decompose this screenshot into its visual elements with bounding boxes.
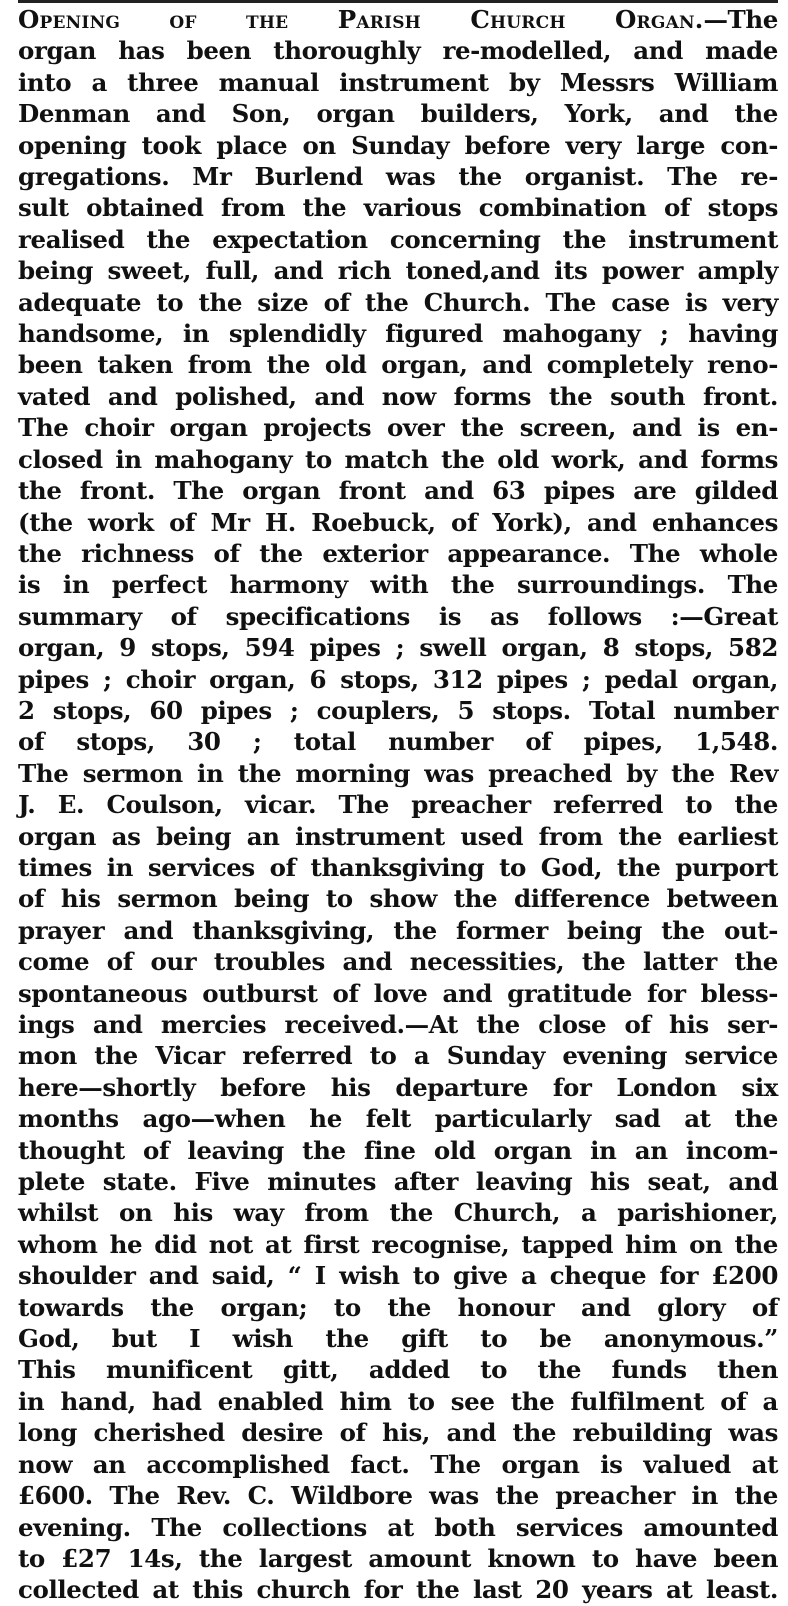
- article-line: organ has been thoroughly re-modelled, and made: [18, 36, 778, 66]
- article-line: of his sermon being to show the difference between: [18, 884, 778, 914]
- article-line: pipes ; choir organ, 6 stops, 312 pipes ; pedal organ,: [18, 664, 778, 694]
- article-line: mon the Vicar referred to a Sunday evening service: [18, 1041, 778, 1071]
- article-line: times in services of thanksgiving to God, the purport: [18, 852, 778, 882]
- article-line: This munificent gitt, added to the funds then: [18, 1355, 778, 1385]
- article-line: to £27 14s, the largest amount known to have been: [18, 1543, 778, 1573]
- article-line: come of our troubles and necessities, the latter the: [18, 947, 778, 977]
- article-line: The sermon in the morning was preached by the Rev: [18, 758, 778, 788]
- article-line: the front. The organ front and 63 pipes are gilded: [18, 476, 778, 506]
- article-line: being sweet, full, and rich toned,and its power amply: [18, 256, 778, 286]
- article-line: here—shortly before his departure for London six: [18, 1072, 778, 1102]
- headline-dash: —The: [703, 5, 778, 34]
- article-line: long cherished desire of his, and the rebuilding was: [18, 1418, 778, 1448]
- article-line: organ, 9 stops, 594 pipes ; swell organ, 8 stops, 582: [18, 633, 778, 663]
- article-line: prayer and thanksgiving, the former being the out-: [18, 915, 778, 945]
- article-line: of stops, 30 ; total number of pipes, 1,548.: [18, 727, 778, 757]
- article-line: Denman and Son, organ builders, York, and the: [18, 99, 778, 129]
- article-line: thought of leaving the fine old organ in an incom-: [18, 1135, 778, 1165]
- article-headline: Opening of the Parish Church Organ.: [18, 5, 704, 34]
- article-line: vated and polished, and now forms the south front.: [18, 381, 778, 411]
- article-line: collected at this church for the last 20 years at least.: [18, 1575, 778, 1605]
- article-line: plete state. Five minutes after leaving his seat, and: [18, 1167, 778, 1197]
- article-line: summary of specifications is as follows :—Great: [18, 601, 778, 631]
- article-line: J. E. Coulson, vicar. The preacher referred to the: [18, 790, 778, 820]
- article-line: opening took place on Sunday before very large con-: [18, 130, 778, 160]
- article-line-first: [18, 4, 778, 35]
- article-line: (the work of Mr H. Roebuck, of York), and enhances: [18, 507, 778, 537]
- article-line: £600. The Rev. C. Wildbore was the preacher in the: [18, 1481, 778, 1511]
- article-line: whom he did not at first recognise, tapped him on the: [18, 1229, 778, 1259]
- article-line: shoulder and said, “ I wish to give a cheque for £200: [18, 1261, 778, 1291]
- article-line: is in perfect harmony with the surroundings. The: [18, 570, 778, 600]
- article-line: now an accomplished fact. The organ is valued at: [18, 1449, 778, 1479]
- article-line: gregations. Mr Burlend was the organist. The re-: [18, 162, 778, 192]
- article-line: evening. The collections at both services amounted: [18, 1512, 778, 1542]
- article-line: spontaneous outburst of love and gratitude for bless-: [18, 978, 778, 1008]
- article-line: towards the organ; to the honour and glory of: [18, 1292, 778, 1322]
- article-line: The choir organ projects over the screen, and is en-: [18, 413, 778, 443]
- article-line: sult obtained from the various combination of stops: [18, 193, 778, 223]
- article-line: been taken from the old organ, and completely reno-: [18, 350, 778, 380]
- newspaper-column: [18, 0, 778, 1605]
- article-line: closed in mahogany to match the old work, and forms: [18, 444, 778, 474]
- article-line: adequate to the size of the Church. The case is very: [18, 287, 778, 317]
- article-line: handsome, in splendidly figured mahogany ; having: [18, 319, 778, 349]
- article-line: 2 stops, 60 pipes ; couplers, 5 stops. Total number: [18, 695, 778, 725]
- article-line: the richness of the exterior appearance. The whole: [18, 538, 778, 568]
- article-line: realised the expectation concerning the instrument: [18, 224, 778, 254]
- article-line: organ as being an instrument used from the earliest: [18, 821, 778, 851]
- article-line: whilst on his way from the Church, a parishioner,: [18, 1198, 778, 1228]
- article-line: into a three manual instrument by Messrs William: [18, 67, 778, 97]
- article-body: [18, 4, 778, 1606]
- article-line: in hand, had enabled him to see the fulfilment of a: [18, 1386, 778, 1416]
- article-line: ings and mercies received.—At the close of his ser-: [18, 1010, 778, 1039]
- article-line: God, but I wish the gift to be anonymous.”: [18, 1324, 778, 1354]
- column-top-rule: [18, 0, 778, 3]
- article-line: months ago—when he felt particularly sad at the: [18, 1104, 778, 1134]
